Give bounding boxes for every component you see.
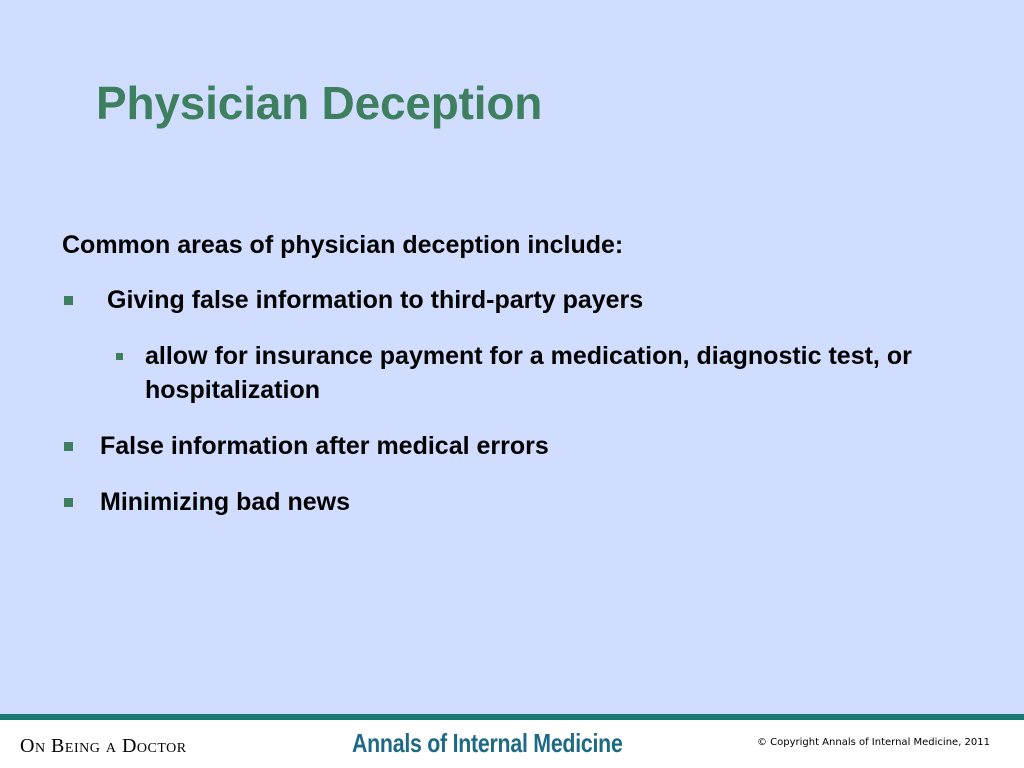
bullet-item (62, 429, 962, 463)
sub-bullet-text: allow for insurance payment for a medication, diagnostic test, or hospitalization (145, 342, 912, 404)
slide-footer (0, 714, 1024, 768)
copyright-text: © Copyright Annals of Internal Medicine, 2011 (756, 737, 990, 748)
square-bullet-icon (64, 442, 73, 451)
square-bullet-icon (116, 353, 123, 360)
square-bullet-icon (64, 296, 73, 305)
slide-body (62, 228, 962, 541)
square-bullet-icon (64, 498, 73, 507)
bullet-text: Minimizing bad news (100, 488, 351, 516)
annals-logo: Annals of Internal Medicine (352, 728, 623, 758)
sub-bullet-item (62, 339, 925, 407)
bullet-text: Giving false information to third-party payers (107, 286, 644, 314)
footer-divider (0, 714, 1024, 720)
series-title: On Being a Doctor (20, 735, 187, 757)
slide-title: Physician Deception (96, 77, 543, 129)
bullet-item (62, 485, 962, 519)
bullet-text: False information after medical errors (100, 432, 549, 460)
intro-text: Common areas of physician deception include: (62, 231, 624, 259)
bullet-item (62, 283, 962, 317)
